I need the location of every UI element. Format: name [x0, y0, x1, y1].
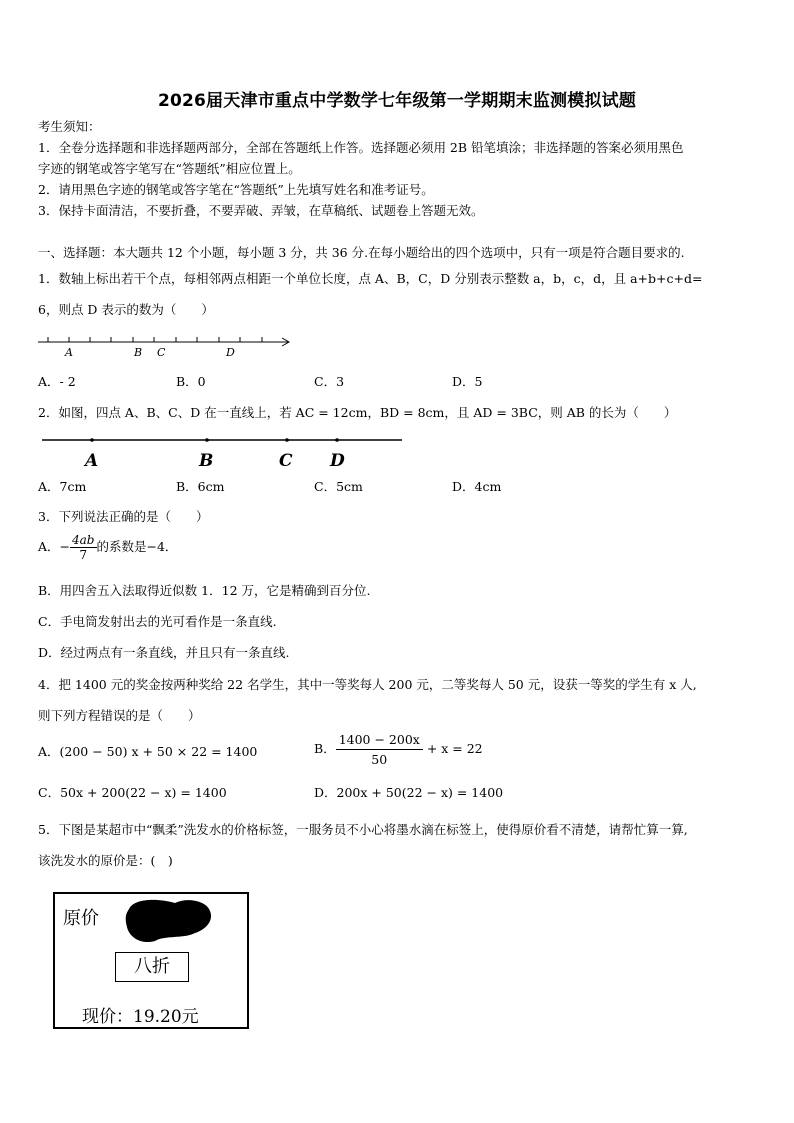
section-heading: 一、选择题：本大题共 12 个小题，每小题 3 分，共 36 分.在每小题给出的四个选项中，只有一项是符合题目要求的. [38, 245, 685, 260]
axis-label-c: C [157, 346, 166, 359]
axis-label-d: D [226, 346, 235, 359]
q3-option-a-suffix: 的系数是−4． [96, 539, 178, 554]
price-tag-discount: 八折 [115, 952, 189, 982]
q4-option-b-prefix: B． [314, 741, 336, 756]
q4-text-line2: 则下列方程错误的是（ ） [38, 708, 201, 723]
q3-option-a-minus: − [59, 539, 71, 554]
q3-option-a [38, 533, 177, 562]
axis-label-a: A [65, 346, 73, 359]
q4-text-line1: 4．把 1400 元的奖金按两种奖给 22 名学生，其中一等奖每人 200 元，二等奖每人 50 元，设获一等奖的学生有 x 人, [38, 677, 697, 692]
q4-option-c: C．50x + 200(22 − x) = 1400 [38, 785, 227, 800]
q2-option-c: C．5cm [314, 479, 363, 494]
exam-title: 2026届天津市重点中学数学七年级第一学期期末监测模拟试题 [157, 91, 637, 111]
q2-option-d: D．4cm [452, 479, 502, 494]
fig-label-d: D [330, 451, 345, 471]
q5-text-line1: 5．下图是某超市中“飘柔”洗发水的价格标签，一服务员不小心将墨水滴在标签上，使得原价看不清楚，请帮忙算一算, [38, 822, 688, 837]
q4-option-d: D．200x + 50(22 − x) = 1400 [314, 785, 504, 800]
q3-option-b: B．用四舍五入法取得近似数 1．12 万，它是精确到百分位. [38, 583, 371, 598]
q3-option-a-prefix: A． [38, 539, 60, 554]
q2-line-figure [40, 433, 410, 473]
q2-option-a: A．7cm [38, 479, 87, 494]
fig-label-c: C [279, 451, 293, 471]
q3-text: 3．下列说法正确的是（ ） [38, 509, 209, 524]
q4-fraction-den: 50 [371, 752, 388, 767]
q1-text-line2: 6，则点 D 表示的数为（ ） [38, 302, 214, 317]
price-tag-original-label: 原价 [63, 908, 99, 929]
q1-option-c: C．3 [314, 374, 345, 389]
q3-option-c: C．手电筒发射出去的光可看作是一条直线. [38, 614, 277, 629]
q4-option-b [314, 732, 483, 767]
price-tag [53, 892, 249, 1029]
price-tag-current: 现价：19.20元 [82, 1007, 199, 1027]
q5-text-line2: 该洗发水的原价是：( ) [38, 853, 173, 868]
q4-fraction-num: 1400 − 200x [336, 732, 423, 750]
q1-option-b: B．0 [176, 374, 206, 389]
q4-option-b-suffix: + x = 22 [426, 741, 483, 756]
q1-text-line1: 1．数轴上标出若干个点，每相邻两点相距一个单位长度，点 A、B，C，D 分别表示整数 a，b，c，d，且 a+b+c+d= [38, 271, 703, 286]
q3-option-d: D．经过两点有一条直线，并且只有一条直线. [38, 645, 290, 660]
q3-fraction-num: 4ab [72, 533, 95, 547]
q1-number-line [36, 332, 296, 360]
q3-fraction-den: 7 [79, 548, 88, 562]
q4-option-a: A．(200 − 50) x + 50 × 22 = 1400 [38, 744, 258, 759]
ink-blot-icon [121, 895, 217, 945]
notice-item-2: 2．请用黑色字迹的钢笔或答字笔在“答题纸”上先填写姓名和准考证号。 [38, 182, 434, 197]
notice-item-1: 1．全卷分选择题和非选择题两部分，全部在答题纸上作答。选择题必须用 2B 铅笔填涂；非选择题的答案必须用黑色 [38, 140, 684, 155]
notice-heading: 考生须知： [38, 119, 101, 134]
q1-option-d: D．5 [452, 374, 483, 389]
q2-text: 2．如图，四点 A、B、C、D 在一直线上，若 AC = 12cm，BD = 8cm，且 AD = 3BC，则 AB 的长为（ ） [38, 405, 677, 420]
notice-item-1-cont: 字迹的钢笔或答字笔写在“答题纸”相应位置上。 [38, 161, 301, 176]
q3-fraction [70, 533, 96, 562]
fig-label-b: B [199, 451, 214, 471]
q4-fraction [336, 732, 423, 767]
fig-label-a: A [85, 451, 99, 471]
q1-option-a: A．- 2 [38, 374, 76, 389]
axis-label-b: B [134, 346, 143, 359]
q2-option-b: B．6cm [176, 479, 225, 494]
notice-item-3: 3．保持卡面清洁，不要折叠，不要弄破、弄皱，在草稿纸、试题卷上答题无效。 [38, 203, 484, 218]
